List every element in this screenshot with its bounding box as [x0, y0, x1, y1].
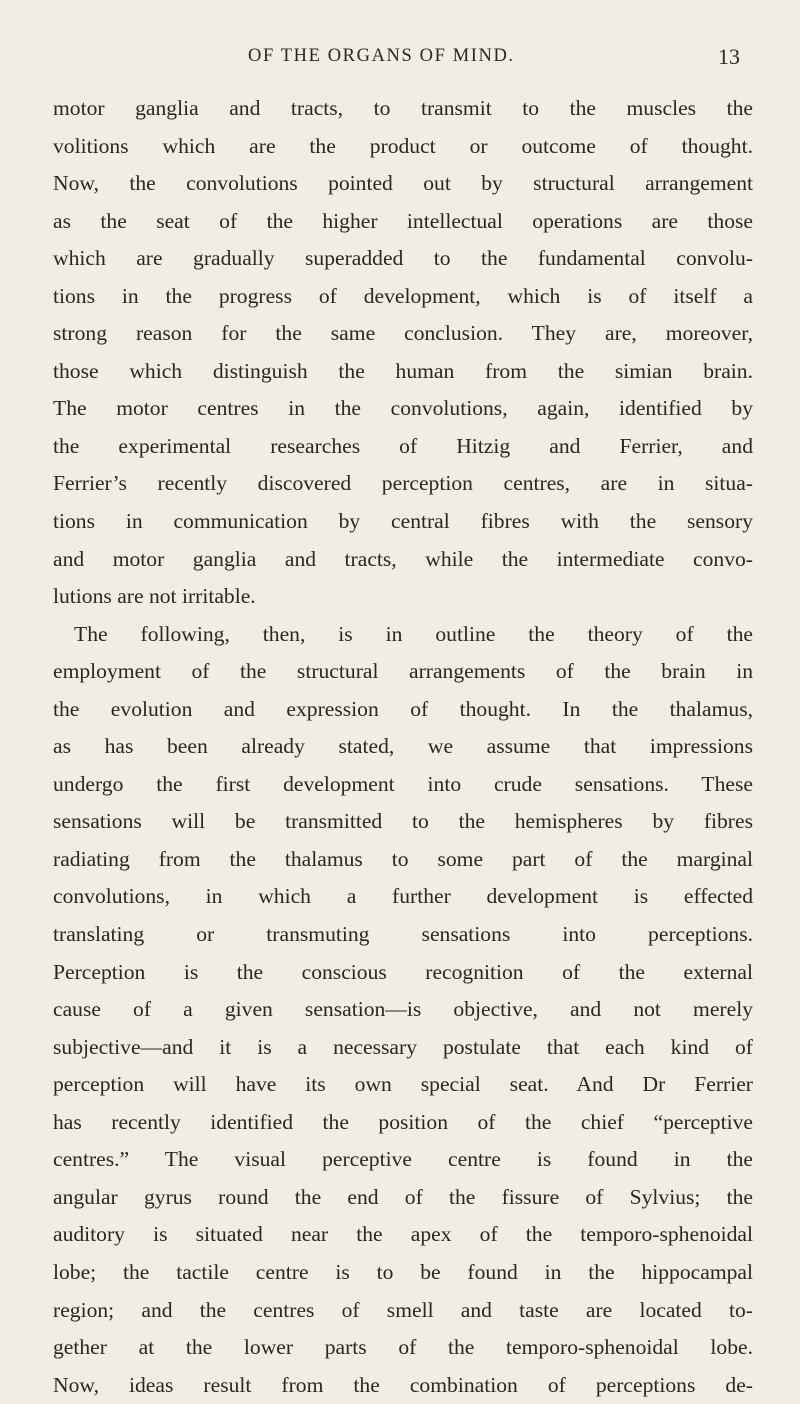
running-head [0, 46, 800, 76]
text-line: employment of the structural arrangements of the brain in [53, 659, 753, 684]
text-line: Ferrier’s recently discovered perception centres, are in situa- [53, 471, 753, 496]
text-line: lutions are not irritable. [53, 584, 256, 609]
text-line: radiating from the thalamus to some part of the marginal [53, 846, 753, 871]
text-line: tions in the progress of development, which is of itself a [53, 283, 753, 308]
text-line: convolutions, in which a further development is effected [53, 884, 753, 909]
text-line: sensations will be transmitted to the hemispheres by fibres [53, 809, 753, 834]
text-line: lobe; the tactile centre is to be found in the hippocampal [53, 1259, 753, 1284]
text-line: region; and the centres of smell and taste are located to- [53, 1297, 753, 1322]
text-line: the evolution and expression of thought. In the thalamus, [53, 696, 753, 721]
running-title: OF THE ORGANS OF MIND. [248, 46, 515, 66]
text-line: and motor ganglia and tracts, while the intermediate convo- [53, 546, 753, 571]
text-line: The motor centres in the convolutions, again, identified by [53, 396, 753, 421]
text-line: gether at the lower parts of the temporo-sphenoidal lobe. [53, 1335, 753, 1360]
text-line: Perception is the conscious recognition of the external [53, 959, 753, 984]
body-text [53, 90, 753, 1404]
text-line: auditory is situated near the apex of the temporo-sphenoidal [53, 1222, 753, 1247]
page-number: 13 [718, 44, 740, 69]
text-line: cause of a given sensation—is objective, and not merely [53, 997, 753, 1022]
text-line: angular gyrus round the end of the fissure of Sylvius; the [53, 1184, 753, 1209]
text-line: motor ganglia and tracts, to transmit to the muscles the [53, 96, 753, 120]
text-line: has recently identified the position of the chief “perceptive [53, 1109, 753, 1134]
text-line: which are gradually superadded to the fundamental convolu- [53, 246, 753, 271]
text-line: volitions which are the product or outcome of thought. [53, 133, 753, 158]
text-line: perception will have its own special seat. And Dr Ferrier [53, 1072, 753, 1097]
text-line: The following, then, is in outline the theory of the [74, 621, 753, 646]
text-line: the experimental researches of Hitzig and Ferrier, and [53, 433, 753, 458]
text-line: translating or transmuting sensations into perceptions. [53, 922, 753, 947]
text-line: Now, the convolutions pointed out by structural arrangement [53, 171, 753, 196]
text-line: tions in communication by central fibres with the sensory [53, 509, 753, 534]
text-line: Now, ideas result from the combination of perceptions de- [53, 1372, 753, 1397]
text-line: subjective—and it is a necessary postulate that each kind of [53, 1034, 753, 1059]
text-line: centres.” The visual perceptive centre is found in the [53, 1147, 753, 1172]
text-line: as has been already stated, we assume that impressions [53, 734, 753, 759]
text-line: as the seat of the higher intellectual operations are those [53, 208, 753, 233]
text-line: strong reason for the same conclusion. They are, moreover, [53, 321, 753, 346]
text-line: undergo the first development into crude sensations. These [53, 771, 753, 796]
text-line: those which distinguish the human from the simian brain. [53, 358, 753, 383]
